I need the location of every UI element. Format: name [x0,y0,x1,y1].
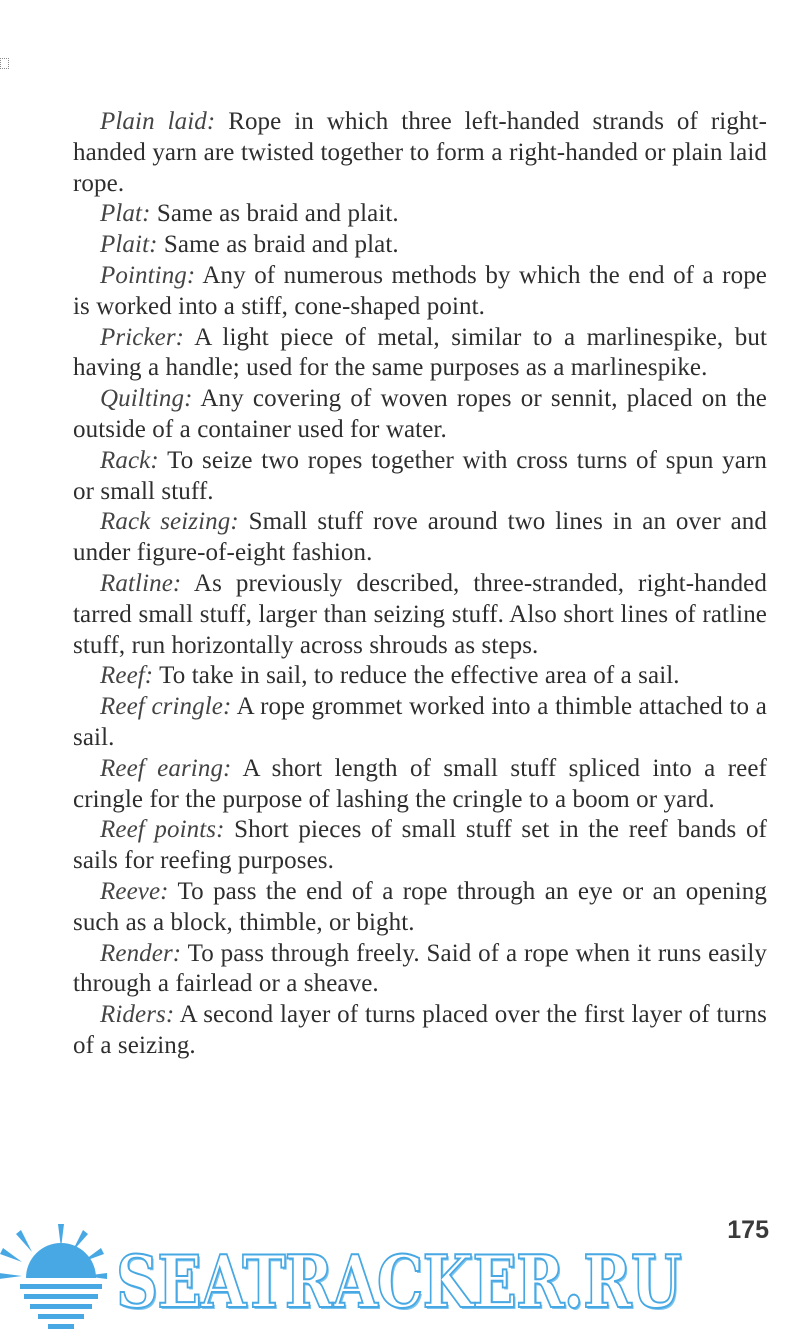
entry-definition: To seize two ropes together with cross turns of spun yarn or small stuff. [73,446,767,505]
entry-term: Reef points: [100,816,225,844]
entry-term: Reef: [100,662,154,690]
glossary-entry [73,107,767,199]
glossary-entry [73,877,767,939]
entry-term: Riders: [100,1001,175,1029]
glossary-entry [73,261,767,323]
glossary-entry [73,692,767,754]
entry-definition: To pass the end of a rope through an eye or an opening such as a block, thimble, or bight. [73,877,767,936]
glossary-entry [73,754,767,816]
entry-term: Quilting: [100,385,193,413]
entry-definition: To pass through freely. Said of a rope when it runs easily through a fairlead or a sheave. [73,939,768,998]
glossary-entry [73,661,767,692]
glossary-entry [73,446,767,508]
entry-definition: As previously described, three-stranded, right-handed tarred small stuff, larger than seizing stuff. Also short lines of ratline stuff, run horizontally across shrouds as steps. [73,569,767,659]
entry-term: Plain laid: [100,108,216,135]
entry-term: Rack: [100,446,159,474]
entry-term: Reef cringle: [100,693,232,721]
entry-definition: A rope grommet worked into a thimble attached to a sail. [73,693,767,751]
glossary-entry [73,323,767,385]
entry-definition: Short pieces of small stuff set in the reef bands of sails for reefing purposes. [73,816,767,875]
glossary-entry [73,815,767,877]
entry-term: Reeve: [100,877,169,905]
entry-definition: A second layer of turns placed over the first layer of turns of a seizing. [73,1001,767,1059]
entry-term: Pricker: [100,323,185,351]
entry-definition: A light piece of metal, similar to a marlinespike, but having a handle; used for the same purposes as a marlinespike. [73,323,767,382]
glossary-entry [73,230,767,261]
entry-definition: Any of numerous methods by which the end of a rope is worked into a stiff, cone-shaped point. [73,261,767,320]
page-number: 175 [727,1216,769,1244]
entry-term: Rack seizing: [100,508,239,536]
watermark [0,1218,803,1338]
entry-definition: Any covering of woven ropes or sennit, placed on the outside of a container used for water. [73,385,767,443]
scan-corner-mark [0,58,9,69]
glossary-entry [73,939,767,1001]
glossary-entry [73,199,767,230]
entry-definition: Rope in which three left-handed strands of right-handed yarn are twisted together to form a right-handed or plain laid rope. [73,108,767,197]
glossary-entry [73,569,767,661]
glossary-entry [73,1000,767,1062]
glossary-list [73,107,767,1062]
entry-definition: Small stuff rove around two lines in an over and under figure-of-eight fashion. [73,508,767,567]
entry-term: Ratline: [100,569,182,597]
entry-definition: To take in sail, to reduce the effective area of a sail. [159,662,680,690]
entry-term: Render: [100,939,182,967]
watermark-text: SEATRACKER.RU [116,1239,681,1324]
entry-definition: Same as braid and plait. [156,200,399,228]
entry-definition: A short length of small stuff spliced into a reef cringle for the purpose of lashing the cringle to a boom or yard. [73,754,767,813]
entry-term: Pointing: [100,261,196,289]
entry-definition: Same as braid and plat. [163,231,399,259]
entry-term: Plait: [100,231,158,259]
entry-term: Reef earing: [100,754,232,782]
glossary-entry [73,384,767,446]
sun-icon [0,1218,122,1338]
entry-term: Plat: [100,200,151,228]
glossary-entry [73,507,767,569]
